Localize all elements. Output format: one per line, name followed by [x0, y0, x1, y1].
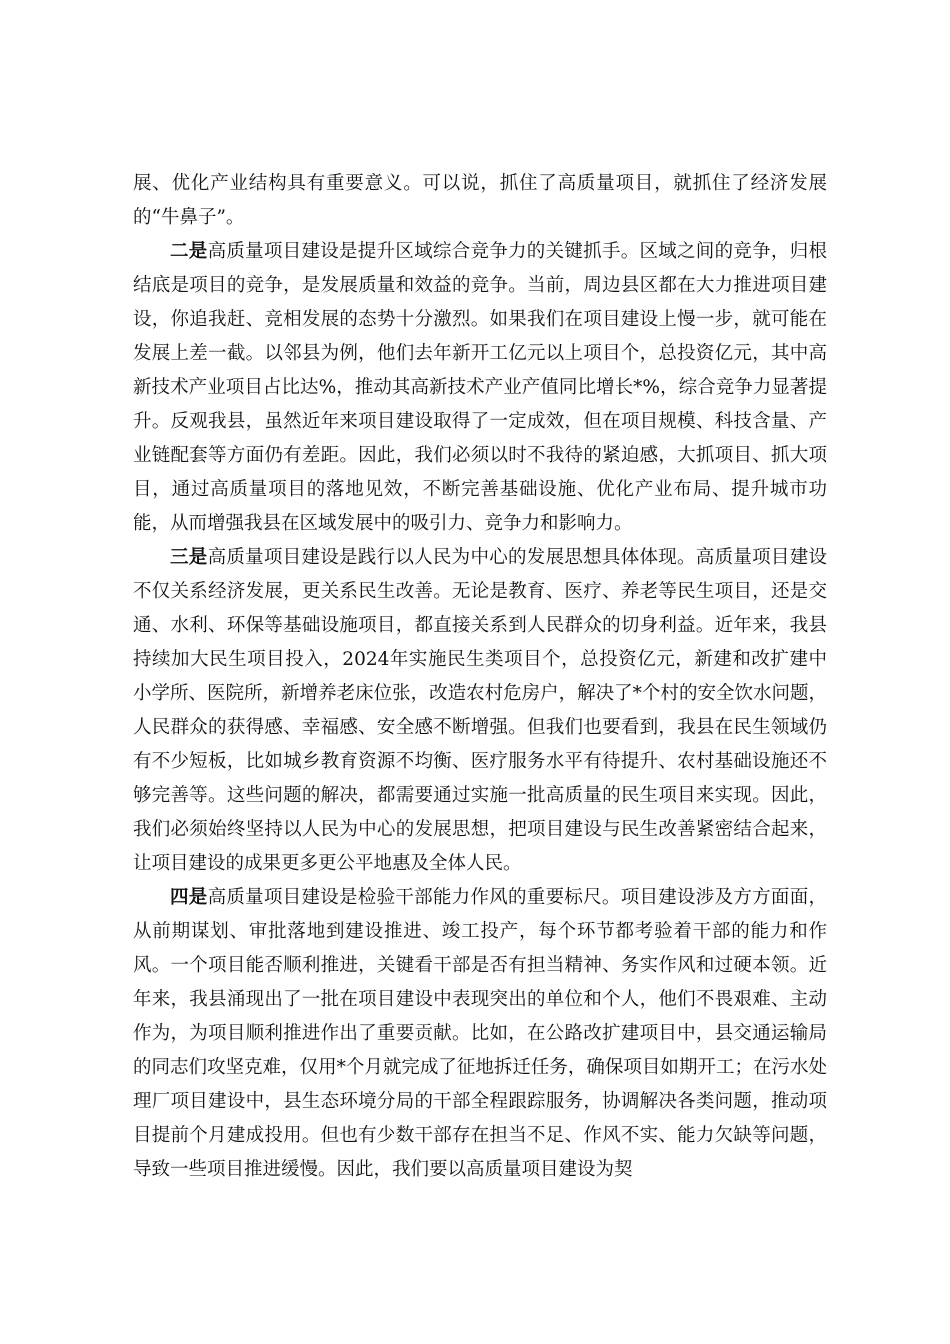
- paragraph-lead: 二是: [170, 241, 208, 262]
- paragraph-lead: 四是: [170, 887, 208, 908]
- paragraph-continuation: [133, 167, 827, 235]
- paragraph-point-two: [133, 235, 827, 541]
- paragraph-text: 高质量项目建设是检验干部能力作风的重要标尺。项目建设涉及方方面面，从前期谋划、审批落地到建设推进、竣工投产，每个环节都考验着干部的能力和作风。一个项目能否顺利推进，关键看干部是否有担当精神、务实作风和过硬本领。近年来，我县涌现出了一批在项目建设中表现突出的单位和个人，他们不畏艰难、主动作为，为项目顺利推进作出了重要贡献。比如，在公路改扩建项目中，县交通运输局的同志们攻坚克难，仅用*个月就完成了征地拆迁任务，确保项目如期开工；在污水处理厂项目建设中，县生态环境分局的干部全程跟踪服务，协调解决各类问题，推动项目提前个月建成投用。但也有少数干部存在担当不足、作风不实、能力欠缺等问题，导致一些项目推进缓慢。因此，我们要以高质量项目建设为契: [133, 887, 827, 1180]
- paragraph-text: 高质量项目建设是提升区域综合竞争力的关键抓手。区域之间的竞争，归根结底是项目的竞争，是发展质量和效益的竞争。当前，周边县区都在大力推进项目建设，你追我赶、竞相发展的态势十分激烈。如果我们在项目建设上慢一步，就可能在发展上差一截。以邻县为例，他们去年新开工亿元以上项目个，总投资亿元，其中高新技术产业项目占比达%，推动其高新技术产业产值同比增长*%，综合竞争力显著提升。反观我县，虽然近年来项目建设取得了一定成效，但在项目规模、科技含量、产业链配套等方面仍有差距。因此，我们必须以时不我待的紧迫感，大抓项目、抓大项目，通过高质量项目的落地见效，不断完善基础设施、优化产业布局、提升城市功能，从而增强我县在区域发展中的吸引力、竞争力和影响力。: [133, 241, 827, 534]
- paragraph-point-three: [133, 541, 827, 881]
- document-body: [133, 167, 827, 1187]
- paragraph-point-four: [133, 881, 827, 1187]
- paragraph-text: 展、优化产业结构具有重要意义。可以说，抓住了高质量项目，就抓住了经济发展的“牛鼻子”。: [133, 173, 827, 228]
- paragraph-text: 高质量项目建设是践行以人民为中心的发展思想具体体现。高质量项目建设不仅关系经济发展，更关系民生改善。无论是教育、医疗、养老等民生项目，还是交通、水利、环保等基础设施项目，都直接关系到人民群众的切身利益。近年来，我县持续加大民生项目投入，2024年实施民生类项目个，总投资亿元，新建和改扩建中小学所、医院所，新增养老床位张，改造农村危房户，解决了*个村的安全饮水问题，人民群众的获得感、幸福感、安全感不断增强。但我们也要看到，我县在民生领域仍有不少短板，比如城乡教育资源不均衡、医疗服务水平有待提升、农村基础设施还不够完善等。这些问题的解决，都需要通过实施一批高质量的民生项目来实现。因此，我们必须始终坚持以人民为中心的发展思想，把项目建设与民生改善紧密结合起来，让项目建设的成果更多更公平地惠及全体人民。: [133, 547, 827, 874]
- paragraph-lead: 三是: [170, 547, 208, 568]
